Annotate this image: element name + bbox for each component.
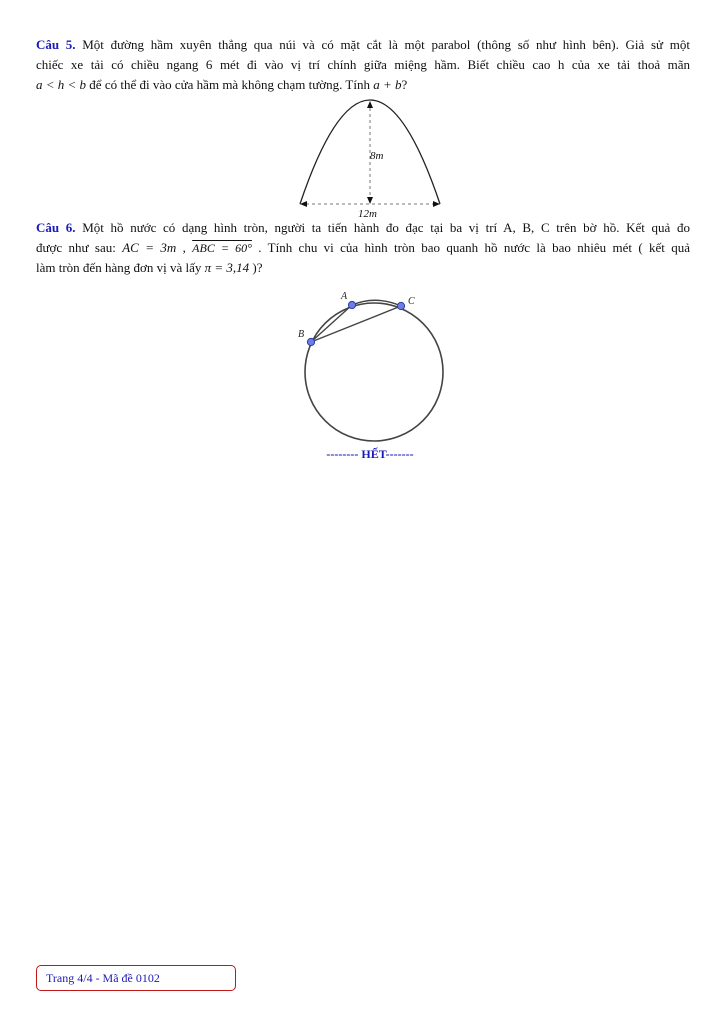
lake-circle-figure: [290, 285, 455, 450]
label-a: A: [341, 291, 348, 302]
q6-comma: ,: [176, 240, 193, 255]
segment-ba: [311, 305, 352, 342]
page-footer: Trang 4/4 - Mã đề 0102: [36, 965, 236, 991]
q6-line-2: [36, 238, 690, 258]
q6-text-3a: làm tròn đến hàng đơn vị và lấy: [36, 260, 205, 275]
width-label: 12m: [358, 208, 377, 220]
q5-text-1: Một đường hầm xuyên thẳng qua núi và có mặt cắt là một parabol (thông số như hình bên). Giả sử một: [75, 37, 690, 52]
q6-text-2b: . Tính chu vi của hình tròn bao quanh hồ nước là bao nhiêu mét ( kết quả: [251, 240, 691, 255]
point-c: [397, 302, 404, 309]
lake-circle: [305, 303, 443, 441]
tunnel-parabola-figure: [290, 92, 455, 220]
q6-pi-value: π = 3,14: [204, 260, 250, 275]
label-c: C: [408, 296, 415, 307]
q6-line-1: [36, 218, 690, 238]
question-6: [36, 218, 690, 278]
end-marker: -------- HẾT-------: [326, 447, 414, 461]
label-b: B: [298, 329, 305, 340]
q6-text-3b: )?: [249, 260, 263, 275]
q6-angle-abc: ABC = 60°: [192, 241, 252, 255]
q6-text-2a: được như sau:: [36, 240, 123, 255]
q6-text-1: Một hồ nước có dạng hình tròn, người ta tiến hành đo đạc tại ba vị trí A, B, C trên bờ hồ. Kết quả đo: [75, 220, 690, 235]
q6-line-3: [36, 258, 690, 278]
q5-line-2: chiếc xe tải có chiều ngang 6 mét đi vào vị trí chính giữa miệng hầm. Biết chiều cao h của xe tải thoả mãn: [36, 57, 690, 72]
q6-label: Câu 6.: [36, 220, 76, 235]
height-label: 8m: [370, 150, 384, 162]
q5-line-1: [36, 35, 690, 55]
question-5: [36, 35, 690, 95]
point-b: [307, 338, 314, 345]
arrow-up-icon: [367, 101, 373, 108]
q5-question-mark: ?: [401, 77, 408, 92]
q5-sum: a + b: [373, 77, 402, 92]
q5-label: Câu 5.: [36, 37, 76, 52]
q5-text-3: để có thể đi vào cửa hầm mà không chạm tường. Tính: [86, 77, 374, 92]
q5-inequality: a < h < b: [36, 77, 87, 92]
point-a: [348, 301, 355, 308]
arrow-down-icon: [367, 197, 373, 204]
q6-ac-length: AC = 3m: [122, 240, 177, 255]
